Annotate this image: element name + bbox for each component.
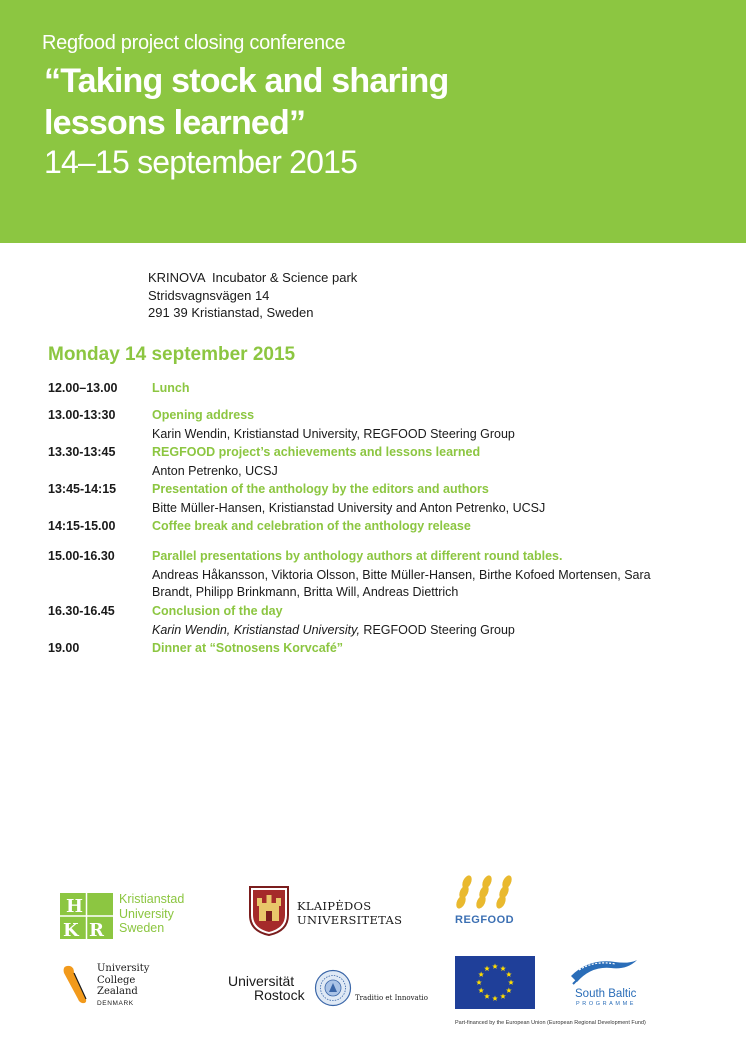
speaker-role: REGFOOD Steering Group [359,623,515,637]
eu-star-icon [478,988,484,993]
speaker-line-2: Brandt, Philipp Brinkmann, Britta Will, Andreas Diettrich [152,585,459,599]
eu-star-icon [506,972,512,977]
eu-star-icon [508,980,514,985]
klaipeda-line-1: KLAIPĖDOS [297,899,372,913]
hkr-monogram-icon [60,893,113,939]
program-time: 13.30-13:45 [48,445,116,459]
eu-flag-icon [455,956,535,1009]
hkr-name [119,892,184,936]
eu-stars-icon [455,956,535,1009]
wheat-icon [455,872,521,914]
program-time: 13:45-14:15 [48,482,117,496]
program-speaker: Karin Wendin, Kristianstad University, REGFOOD Steering Group [152,427,515,441]
program-title: REGFOOD project’s achievements and lessons learned [152,445,481,459]
funding-note: Part-financed by the European Union (European Regional Development Fund) [455,1020,646,1026]
south-baltic-programme: PROGRAMME [576,1001,637,1007]
conference-dates: 14–15 september 2015 [44,144,358,180]
program-title: Dinner at “Sotnosens Korvcafé” [152,641,344,655]
day-heading: Monday 14 september 2015 [48,344,296,365]
program-speaker: Bitte Müller-Hansen, Kristianstad University and Anton Petrenko, UCSJ [152,501,546,515]
ucz-line-1: University [97,963,150,974]
conference-title [44,60,448,144]
svg-text:K: K [63,920,79,939]
title-line-1: “Taking stock and sharing [44,62,449,100]
ucz-name [97,963,149,1009]
venue-line-3: 291 39 Kristianstad, Sweden [148,305,314,320]
program-title: Lunch [152,381,190,395]
conference-subtitle: Regfood project closing conference [42,32,346,54]
program-title: Coffee break and celebration of the anthology release [152,519,471,533]
program-title: Opening address [152,408,255,422]
speaker-line-1: Andreas Håkansson, Viktoria Olsson, Bitte Müller-Hansen, Birthe Kofoed Mortensen, Sara [152,568,651,582]
venue-address [148,269,357,322]
program-speaker [152,567,692,601]
rostock-motto: Traditio et Innovatio [355,994,428,1002]
ucz-line-4: DENMARK [97,999,134,1007]
klaipeda-crest-icon [248,885,290,937]
rostock-line-1: Universität [228,973,295,989]
header-banner [0,0,746,243]
svg-text:H: H [66,896,84,917]
eu-star-icon [492,964,498,969]
program-speaker: Anton Petrenko, UCSJ [152,464,278,478]
program-time: 16.30-16.45 [48,604,115,618]
program-time: 12.00–13.00 [48,381,118,395]
rostock-seal-icon [314,969,352,1007]
speaker-italic: Karin Wendin, Kristianstad University, [152,623,360,637]
program-time: 19.00 [48,641,80,655]
svg-text:R: R [89,920,104,939]
program-speaker [152,622,692,639]
hkr-line-1: Kristianstad [119,892,185,906]
eu-star-icon [500,993,506,998]
program-title: Parallel presentations by anthology authors at different round tables. [152,549,563,563]
rostock-line-2: Rostock [254,987,305,1003]
klaipeda-line-2: UNIVERSITETAS [297,913,403,927]
hkr-logo-icon [60,893,113,939]
ucz-line-2: College [97,974,136,986]
eu-star-icon [478,972,484,977]
program-title: Conclusion of the day [152,604,283,618]
klaipeda-name [297,899,402,927]
program-time: 13.00-13:30 [48,408,116,422]
eu-star-icon [484,966,490,971]
program-time: 15.00-16.30 [48,549,115,563]
ucz-logo-icon [60,963,90,1005]
south-baltic-wave-icon [569,956,639,988]
south-baltic-name: South Baltic [575,988,637,1000]
regfood-name: REGFOOD [455,914,515,926]
ucz-line-3: Zealand [97,986,138,997]
rostock-name [228,974,305,1002]
hkr-line-2: University [119,906,174,921]
venue-line-1: KRINOVA Incubator & Science park [148,270,358,285]
eu-star-icon [506,988,512,993]
program-title: Presentation of the anthology by the editors and authors [152,482,489,496]
eu-star-icon [500,966,506,971]
eu-star-icon [484,993,490,998]
title-line-2: lessons learned” [44,104,306,142]
hkr-line-3: Sweden [119,921,165,935]
venue-line-2: Stridsvagnsvägen 14 [148,287,270,303]
program-time: 14:15-15.00 [48,519,116,533]
eu-star-icon [476,980,482,985]
eu-star-icon [492,996,498,1001]
